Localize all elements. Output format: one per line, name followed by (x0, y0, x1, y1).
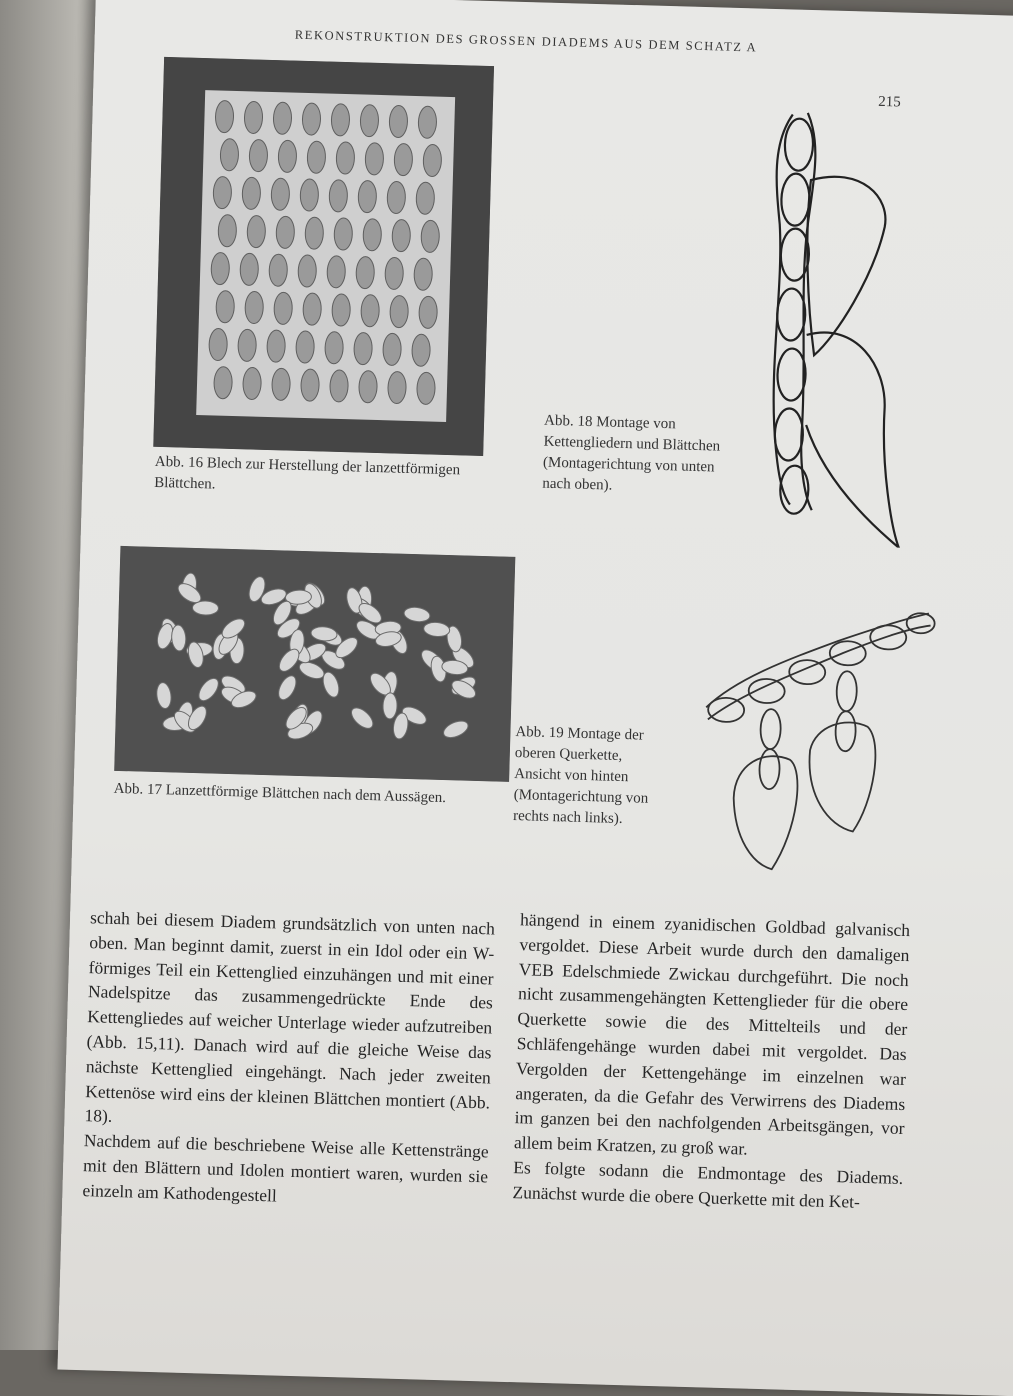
leaf-cutout (296, 331, 315, 363)
leaf-cutout (421, 220, 440, 252)
leaf-cutout (331, 104, 350, 136)
leaf-cutout (278, 140, 297, 172)
leaf-cutout (390, 295, 409, 327)
leaf-cutout (303, 293, 322, 325)
leaf-cutout (387, 181, 406, 213)
leaf-cutout (419, 296, 438, 328)
leaf-cutout (329, 180, 348, 212)
leaf-cutout (389, 105, 408, 137)
leaf-cutout (388, 371, 407, 403)
leaf-cutout (307, 141, 326, 173)
leaf-cutout (271, 178, 290, 210)
leaf-cutout (302, 103, 321, 135)
leaf-cutout (276, 216, 295, 248)
leaf-cutout (358, 180, 377, 212)
leaf-cutout (301, 369, 320, 401)
cut-leaves-image (114, 546, 515, 782)
leaf-cutout (272, 368, 291, 400)
paragraph: Nachdem auf die beschriebene Weise alle Kettenstränge mit den Blättern und Idolen montiert waren, wurden sie einzeln am Kathodengestell (82, 1130, 489, 1206)
leaf-cutout (274, 292, 293, 324)
leaf-cutout (245, 291, 264, 323)
leaf-cutout (300, 179, 319, 211)
leaf-cutout (269, 254, 288, 286)
body-right-column (512, 907, 910, 1215)
leaf-cutout (242, 177, 261, 209)
leaf-cutout (327, 256, 346, 288)
figure-19-drawing (691, 597, 939, 884)
leaf-cutout (220, 139, 239, 171)
leaf-cutout (354, 332, 373, 364)
leaf-cutout (392, 219, 411, 251)
leaf-cutout (209, 328, 228, 360)
leaf-cutout (325, 332, 344, 364)
book-page (57, 0, 1013, 1396)
leaf-cutout (216, 290, 235, 322)
leaf-cutout (363, 219, 382, 251)
leaf-cutout (243, 367, 262, 399)
figure-18-caption: Abb. 18 Montage von Kettengliedern und Blättchen (Montagerichtung von unten nach oben). (542, 412, 721, 494)
leaf-cutout (332, 294, 351, 326)
page-number: 215 (877, 93, 901, 111)
leaf-cutout (214, 366, 233, 398)
figure-19-caption: Abb. 19 Montage der oberen Querkette, Ansicht von hinten (Montagerichtung von rechts nach links). (512, 724, 649, 828)
figure-16-photo (153, 57, 494, 456)
leaf-cutout (215, 100, 234, 132)
leaf-cutout (385, 257, 404, 289)
leaf-cutout (359, 371, 378, 403)
paragraph: hängend in einem zyanidischen Goldbad galvanisch vergoldet. Diese Arbeit wurde durch den damaligen VEB Edelschmiede Zwickau durchgeführt. Die noch nicht zusammengehängten Kettenglieder für die obere Querkette sowie die des Mittelteils und der Schläfengehänge wurden dabei mit vergoldet. Das Vergolden der Kettengehänge im einzelnen war angeraten, da die Gefahr des Verwirrens des Diadems im ganzen bei den nachfolgenden Arbeitsgängen, vor allem beim Kratzen, zu groß war. (513, 909, 911, 1159)
leaf-cutout (360, 104, 379, 136)
figure-17-caption: Abb. 17 Lanzettförmige Blättchen nach dem Aussägen. (113, 780, 447, 807)
leaf-cutout (244, 101, 263, 133)
leaf-cutout (356, 256, 375, 288)
leaf-cutout (334, 218, 353, 250)
leaf-cutout (423, 144, 442, 176)
leaf-cutout (267, 330, 286, 362)
leaf-cutout (211, 252, 230, 284)
running-title: REKONSTRUKTION DES GROSSEN DIADEMS AUS DEM SCHATZ A (294, 27, 758, 55)
figure-17-photo (114, 546, 515, 782)
leaf-cutout (417, 372, 436, 404)
leaf-cutout (336, 142, 355, 174)
figure-16-caption: Abb. 16 Blech zur Herstellung der lanzettförmigen Blättchen. (154, 453, 461, 493)
leaf-cutout (383, 333, 402, 365)
leaf-cutout (394, 143, 413, 175)
leaf-cutout (249, 139, 268, 171)
cut-leaf (383, 693, 398, 719)
paragraph: schah bei diesem Diadem grundsätzlich von unten nach oben. Man beginnt damit, zuerst in ein Idol oder ein W-förmiges Teil ein Kettenglied einzuhängen und mit einer Nadelspitze das zusammengedrückte Ende des Kettengliedes auf weicher Unterlage wieder aufzutreiben (Abb. 15,11). Danach wird auf die gleiche Weise das nächste Kettenglied eingehängt. Nach jeder zweiten Kettenöse wird eins der kleinen Blättchen montiert (Abb. 18). (84, 907, 496, 1127)
leaf-cutout (418, 106, 437, 138)
leaf-cutout (330, 370, 349, 402)
leaf-cutout (247, 215, 266, 247)
leaf-cutout (361, 295, 380, 327)
leaf-cutout (238, 329, 257, 361)
body-left-column (82, 905, 495, 1214)
figure-18-drawing (741, 103, 923, 548)
leaf-cutout (416, 182, 435, 214)
leaf-cutout (213, 176, 232, 208)
leaf-cutout (412, 334, 431, 366)
leaf-cutout (298, 255, 317, 287)
leaf-cutout (218, 215, 237, 247)
leaf-cutout (414, 258, 433, 290)
paragraph: Es folgte sodann die Endmontage des Diadems. Zunächst wurde die obere Querkette mit den Ket- (512, 1157, 904, 1212)
leaf-cutout (240, 253, 259, 285)
leaf-cutout (273, 102, 292, 134)
sheet-metal-image (153, 57, 494, 456)
leaf-cutout (365, 143, 384, 175)
leaf-cutout (305, 217, 324, 249)
